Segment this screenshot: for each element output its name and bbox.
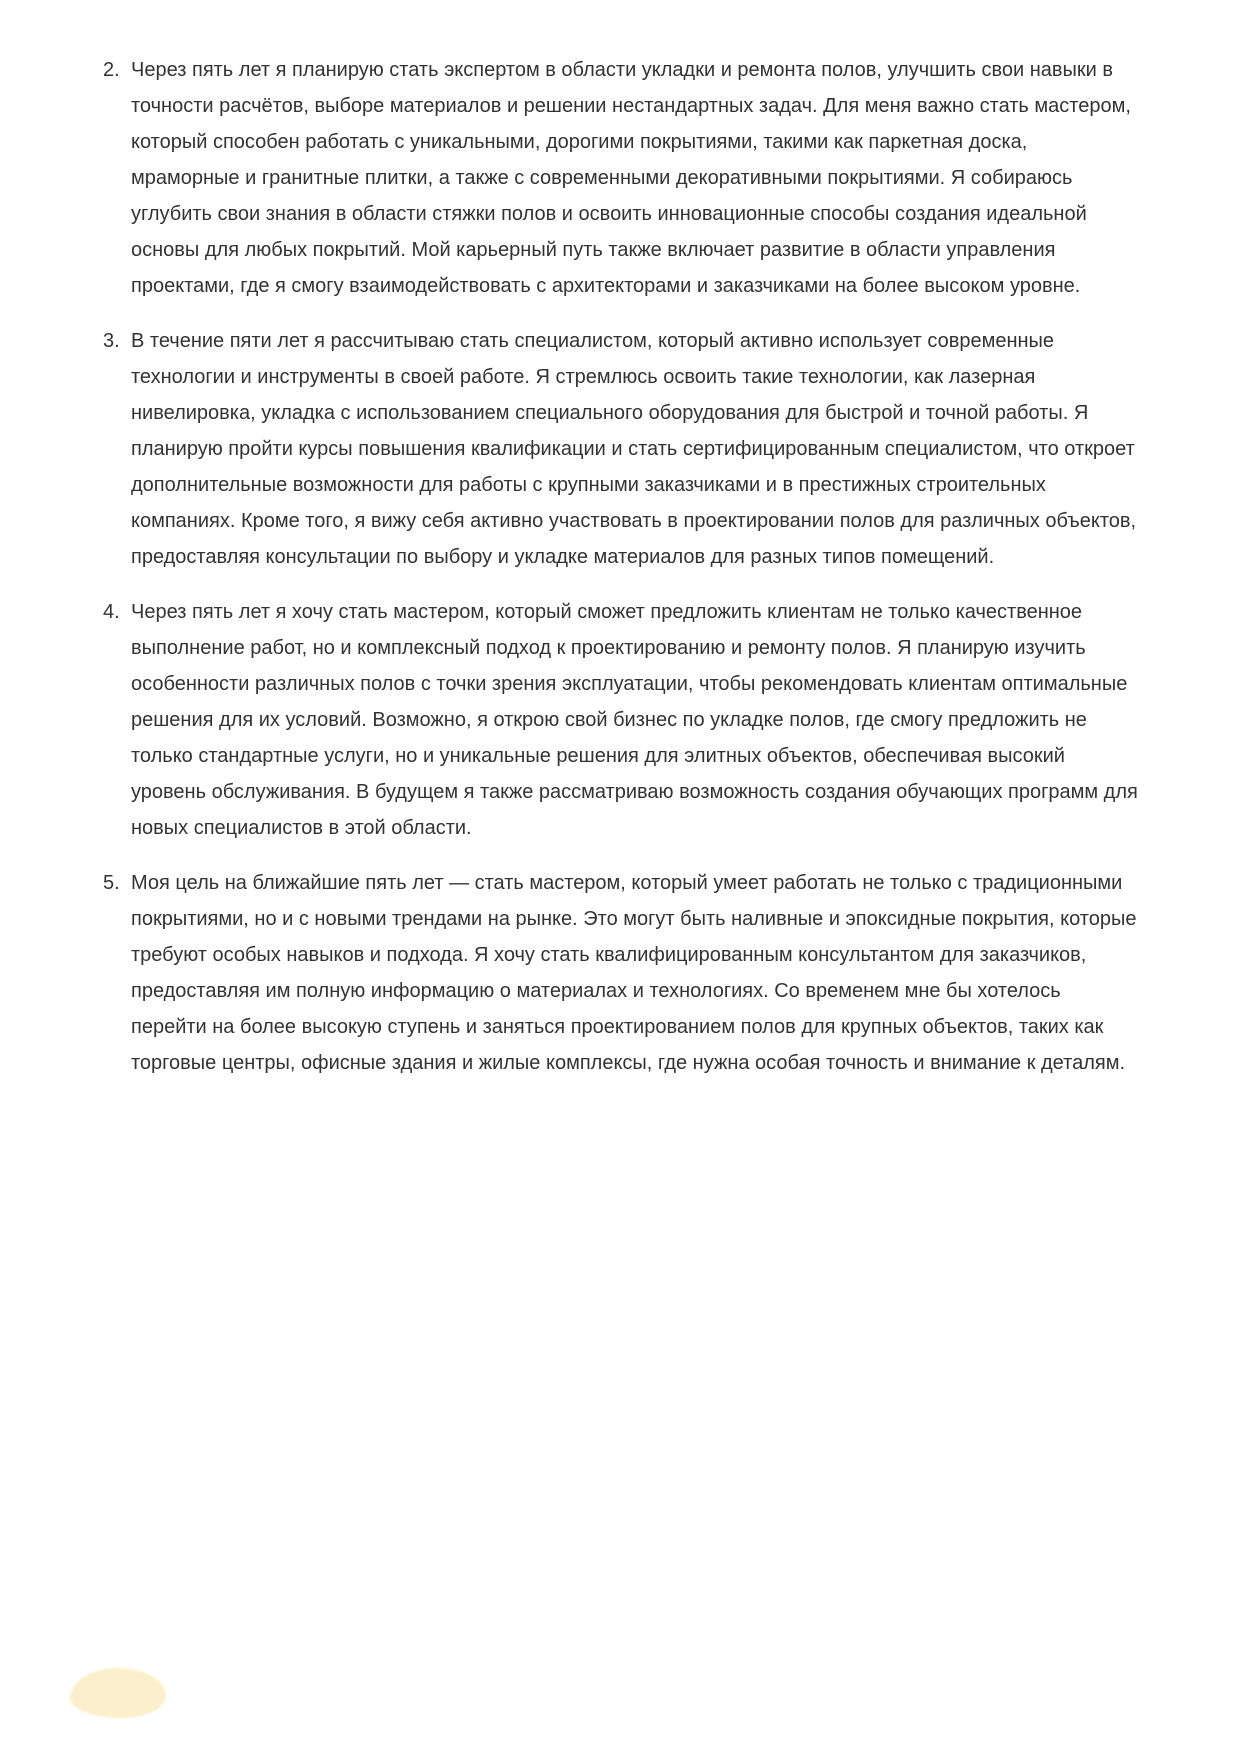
decorative-yellow-blob	[70, 1668, 166, 1718]
list-item	[103, 52, 1138, 304]
list-item	[103, 594, 1138, 846]
list-item-text: В течение пяти лет я рассчитываю стать специалистом, который активно использует современные технологии и инструменты в своей работе. Я стремлюсь освоить такие технологии, как лазерная нивелировка, укладка с использованием специального оборудования для быстрой и точной работы. Я планирую пройти курсы повышения квалификации и стать сертифицированным специалистом, что откроет дополнительные возможности для работы с крупными заказчиками и в престижных строительных компаниях. Кроме того, я вижу себя активно участвовать в проектировании полов для различных объектов, предоставляя консультации по выбору и укладке материалов для разных типов помещений.	[131, 330, 1137, 568]
list-item-number: 3.	[103, 330, 120, 352]
list-item	[103, 865, 1138, 1081]
list-item-text: Через пять лет я хочу стать мастером, который сможет предложить клиентам не только качественное выполнение работ, но и комплексный подход к проектированию и ремонту полов. Я планирую изучить особенности различных полов с точки зрения эксплуатации, чтобы рекомендовать клиентам оптимальные решения для их условий. Возможно, я открою свой бизнес по укладке полов, где смогу предложить не только стандартные услуги, но и уникальные решения для элитных объектов, обеспечивая высокий уровень обслуживания. В будущем я также рассматриваю возможность создания обучающих программ для новых специалистов в этой области.	[131, 601, 1138, 839]
list-item-text: Через пять лет я планирую стать экспертом в области укладки и ремонта полов, улучшить свои навыки в точности расчётов, выборе материалов и решении нестандартных задач. Для меня важно стать мастером, который способен работать с уникальными, дорогими покрытиями, такими как паркетная доска, мраморные и гранитные плитки, а также с современными декоративными покрытиями. Я собираюсь углубить свои знания в области стяжки полов и освоить инновационные способы создания идеальной основы для любых покрытий. Мой карьерный путь также включает развитие в области управления проектами, где я смогу взаимодействовать с архитекторами и заказчиками на более высоком уровне.	[131, 59, 1131, 297]
numbered-list	[103, 52, 1138, 1100]
list-item	[103, 323, 1138, 575]
list-item-text: Моя цель на ближайшие пять лет — стать мастером, который умеет работать не только с традиционными покрытиями, но и с новыми трендами на рынке. Это могут быть наливные и эпоксидные покрытия, которые требуют особых навыков и подхода. Я хочу стать квалифицированным консультантом для заказчиков, предоставляя им полную информацию о материалах и технологиях. Со временем мне бы хотелось перейти на более высокую ступень и заняться проектированием полов для крупных объектов, таких как торговые центры, офисные здания и жилые комплексы, где нужна особая точность и внимание к деталям.	[131, 872, 1137, 1074]
list-item-number: 4.	[103, 601, 120, 623]
list-item-number: 2.	[103, 59, 120, 81]
list-item-number: 5.	[103, 872, 120, 894]
